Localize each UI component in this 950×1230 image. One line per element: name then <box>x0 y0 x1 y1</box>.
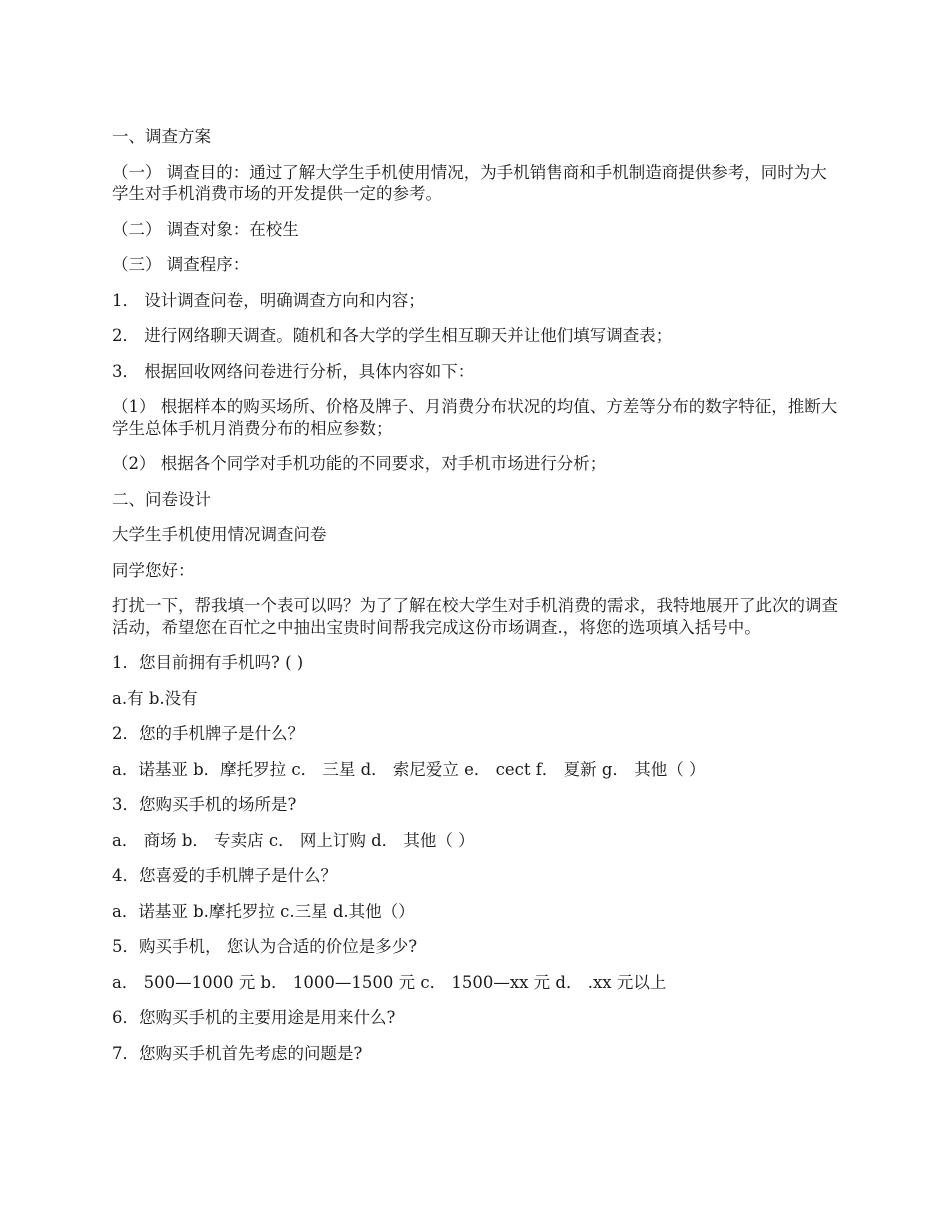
procedure-step-3: 3． 根据回收网络问卷进行分析，具体内容如下： <box>112 361 475 381</box>
question-5-options: a． 500—1000 元 b． 1000—1500 元 c． 1500—xx 元 d． .xx 元以上 <box>112 972 667 992</box>
procedure-step-2: 2． 进行网络聊天调查。随机和各大学的学生相互聊天并让他们填写调查表； <box>112 326 673 345</box>
question-1: 1．您目前拥有手机吗? ( ) <box>112 653 304 672</box>
analysis-item-1: （1） 根据样本的购买场所、价格及牌子、月消费分布状况的均值、方差等分布的数字特征，推断大学生总体手机月消费分布的相应参数； <box>112 397 838 438</box>
analysis-item-2: （2） 根据各个同学对手机功能的不同要求，对手机市场进行分析； <box>112 454 607 473</box>
question-7: 7．您购买手机首先考虑的问题是? <box>112 1043 363 1063</box>
question-2-options: a．诺基亚 b．摩托罗拉 c． 三星 d． 索尼爱立 e． cect f． 夏新 g． 其他（ ） <box>112 759 706 779</box>
question-1-options: a.有 b.没有 <box>112 688 198 708</box>
question-3-options: a． 商场 b． 专卖店 c． 网上订购 d． 其他（ ） <box>112 830 475 850</box>
greeting: 同学您好： <box>112 560 195 580</box>
section-heading-survey-plan: 一、调查方案 <box>112 127 211 146</box>
questionnaire-title: 大学生手机使用情况调查问卷 <box>112 525 327 544</box>
survey-procedure-heading: （三） 调查程序： <box>112 255 250 274</box>
question-4: 4．您喜爱的手机牌子是什么？ <box>112 866 337 885</box>
question-2: 2．您的手机牌子是什么？ <box>112 724 304 743</box>
section-heading-questionnaire-design: 二、问卷设计 <box>112 489 211 509</box>
survey-purpose-paragraph: （一） 调查目的：通过了解大学生手机使用情况，为手机销售商和手机制造商提供参考，同时为大学生对手机消费市场的开发提供一定的参考。 <box>112 162 827 203</box>
procedure-step-1: 1． 设计调查问卷，明确调查方向和内容； <box>112 290 425 310</box>
introduction-paragraph: 打扰一下，帮我填一个表可以吗？为了了解在校大学生对手机消费的需求，我特地展开了此次的调查活动，希望您在百忙之中抽出宝贵时间帮我完成这份市场调查.，将您的选项填入括号中。 <box>112 596 838 637</box>
question-6: 6．您购买手机的主要用途是用来什么? <box>112 1008 396 1027</box>
question-5: 5．购买手机， 您认为合适的价位是多少? <box>112 937 418 956</box>
question-4-options: a．诺基亚 b.摩托罗拉 c.三星 d.其他（） <box>112 901 415 921</box>
question-3: 3．您购买手机的场所是? <box>112 795 297 814</box>
survey-target-paragraph: （二） 调查对象：在校生 <box>112 219 299 239</box>
